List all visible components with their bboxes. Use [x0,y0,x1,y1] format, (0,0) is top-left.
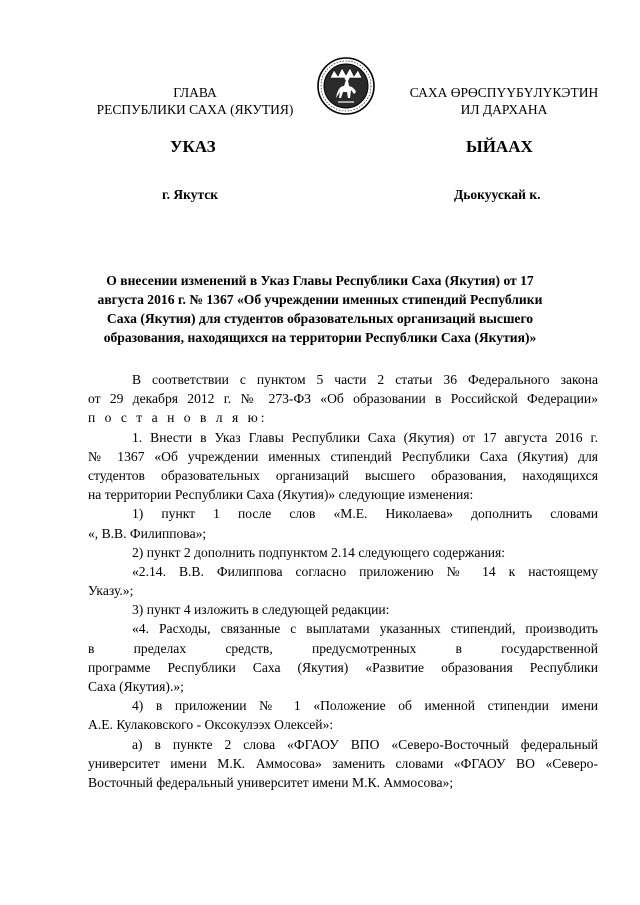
left-header-line2: РЕСПУБЛИКИ САХА (ЯКУТИЯ) [96,102,294,117]
left-doc-type: УКАЗ [170,137,216,156]
body-line: «, В.В. Филиппова»; [88,525,207,541]
body-line-decree: п о с т а н о в л я ю: [88,410,268,426]
title-line: образования, находящихся на территории Республики Саха (Якутия)» [103,330,537,345]
body-line: Восточный федеральный университет имени М.К. Аммосова»; [88,774,454,790]
title-line: О внесении изменений в Указ Главы Республики Саха (Якутия) от 17 [106,273,534,288]
body-line: А.Е. Кулаковского - Оксокулээх Олексей»: [88,717,334,733]
body-line: 2) пункт 2 дополнить подпунктом 2.14 следующего содержания: [132,544,506,560]
body-line: на территории Республики Саха (Якутия)» следующие изменения: [88,487,474,503]
right-city: Дьокуускай к. [454,187,541,202]
left-header-title [70,84,320,118]
body-line: 3) пункт 4 изложить в следующей редакции: [132,602,390,618]
body-line: а) в пункте 2 слова «ФГАОУ ВПО «Северо-Восточный федеральный [132,736,598,752]
body-line: 4) в приложении № 1 «Положение об именной стипендии имени [132,698,598,714]
coat-of-arms-icon [316,56,376,116]
body-line: Указу.»; [88,583,134,599]
title-line: Саха (Якутия) для студентов образовательных организаций высшего [106,311,534,326]
body-line: 1. Внести в Указ Главы Республики Саха (Якутия) от 17 августа 2016 г. [132,429,598,445]
body-line: студентов образовательных организаций высшего образования, находящихся [88,467,598,483]
coat-of-arms-emblem [316,56,376,116]
right-header-line1: САХА ӨРӨСПҮҮБҮЛҮКЭТИН [409,85,599,100]
body-line: № 1367 «Об учреждении именных стипендий Республики Саха (Якутия) для [88,448,598,464]
body-line: 1) пункт 1 после слов «М.Е. Николаева» дополнить словами [132,506,598,522]
body-line: университет имени М.К. Аммосова» заменить словами «ФГАОУ ВО «Северо- [88,755,598,771]
body-line: от 29 декабря 2012 г. № 273-ФЗ «Об образовании в Российской Федерации» [88,391,598,407]
body-line: «4. Расходы, связанные с выплатами указанных стипендий, производить [132,621,598,637]
right-header-line2: ИЛ ДАРХАНА [460,102,548,117]
body-line: В соответствии с пунктом 5 части 2 статьи 36 Федерального закона [132,372,598,387]
body-line: Саха (Якутия).»; [88,679,184,694]
right-header-title [386,84,622,118]
left-header-line1: ГЛАВА [173,85,217,100]
right-doc-type: ЫЙААХ [466,137,533,156]
left-city: г. Якутск [162,187,219,202]
title-line: августа 2016 г. № 1367 «Об учреждении именных стипендий Республики [97,292,543,307]
document-title [82,271,558,347]
body-line: в пределах средств, предусмотренных в государственной [88,640,598,656]
body-line: «2.14. В.В. Филиппова согласно приложению № 14 к настоящему [132,563,598,579]
document-body [88,370,598,792]
body-line: программе Республики Саха (Якутия) «Развитие образования Республики [88,659,598,675]
